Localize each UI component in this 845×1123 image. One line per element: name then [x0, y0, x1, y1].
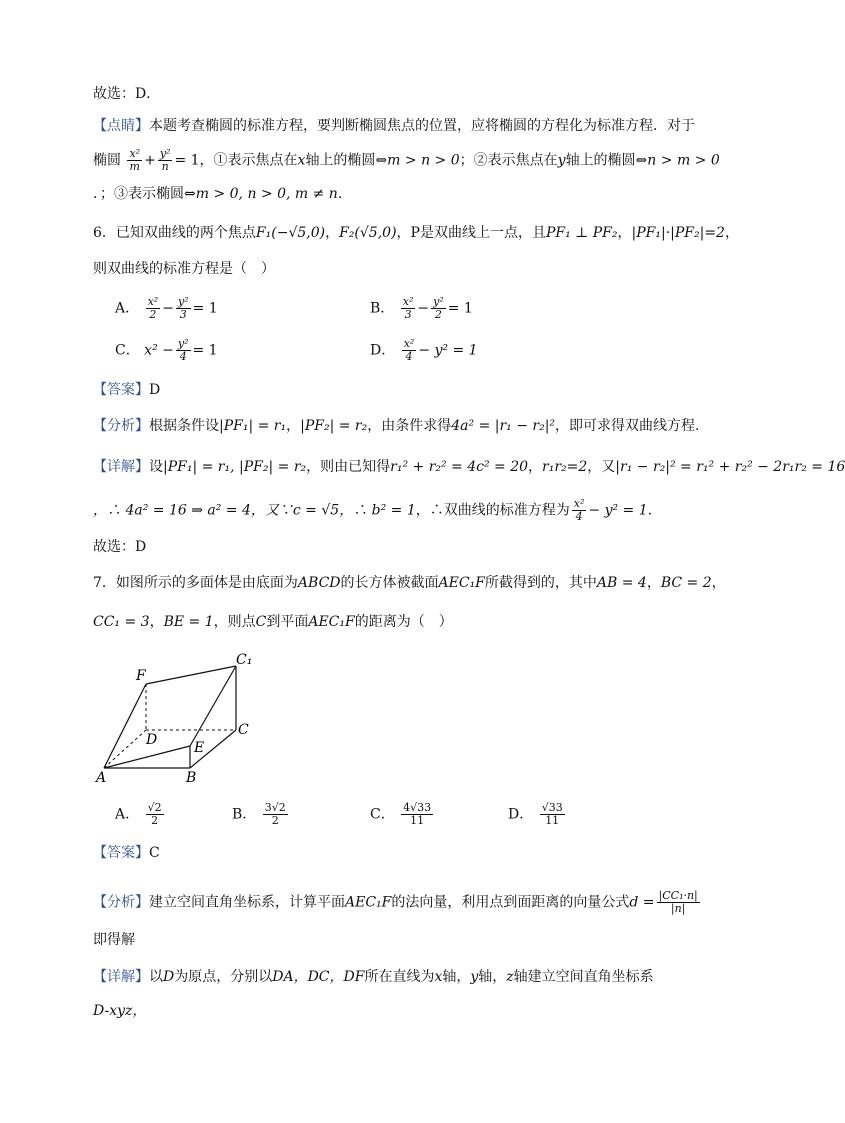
r1-def: |PF₁| = r₁ — [219, 418, 287, 434]
q6-answer — [93, 380, 160, 400]
xj-text-d: ，又 — [587, 459, 616, 475]
y-var: y — [557, 152, 566, 169]
plane-aec1f: AEC₁F — [438, 575, 485, 591]
q6-fenxi — [93, 416, 700, 436]
q7-option-c — [370, 802, 435, 827]
case3-text: ．；③表示椭圆⇔ — [93, 186, 196, 202]
num: x² — [147, 295, 159, 308]
xj-text-g: 轴建立空间直角坐标系 — [513, 969, 654, 985]
num: 3√2 — [264, 801, 286, 814]
q7-stem-text-b: 的长方体被截面 — [340, 575, 439, 591]
point-c: C — [255, 614, 267, 630]
den: 11 — [410, 814, 425, 827]
q7-fenxi — [93, 890, 702, 915]
frac-y2-n: $\frac{\text{y²}}{n}$ — [159, 147, 171, 173]
option-label: C． — [370, 806, 395, 823]
den: 2 — [271, 814, 279, 827]
answer-tag: 【答案】 — [93, 382, 149, 398]
q6-option-a — [115, 296, 218, 321]
option-label: C． — [115, 342, 140, 359]
den: 2 — [151, 814, 159, 827]
q6-xiangjie-line1 — [93, 457, 845, 477]
xiangjie-tag: 【详解】 — [93, 459, 149, 475]
distance-d: d = — [629, 894, 655, 911]
tail: = 1 — [192, 342, 218, 359]
ellipse-word: 椭圆 — [93, 152, 121, 169]
fenxi-tag: 【分析】 — [93, 418, 149, 434]
q6-option-b — [370, 296, 473, 321]
q6-xiangjie-line2 — [93, 498, 652, 523]
ab-len: AB = 4 — [596, 575, 647, 591]
be-len: BE = 1 — [163, 614, 214, 630]
eq-tail: = 1， — [174, 152, 214, 169]
abcd: ABCD — [297, 575, 341, 591]
fenxi-text: 建立空间直角坐标系，计算平面 — [149, 894, 345, 911]
den: 2 — [434, 308, 442, 321]
axes-lines: DA，DC，DF — [272, 969, 365, 985]
sep: ， — [646, 575, 661, 591]
q6-option-c — [115, 338, 218, 363]
dianjing-tag: 【点睛】 — [93, 118, 149, 134]
num: y² — [177, 295, 189, 308]
xj-text-c: 所在直线为 — [364, 969, 435, 985]
x-axis: x — [434, 969, 443, 985]
fenxi-text-b: 的法向量，利用点到面距离的向量公式 — [391, 894, 630, 911]
xj-text: 以 — [149, 969, 163, 985]
den: |n| — [670, 902, 686, 915]
focus-f2: F₂(√5,0) — [339, 225, 397, 241]
cc1-len: CC₁ = 3 — [93, 614, 150, 630]
case2-text: ；②表示焦点在 — [459, 152, 558, 169]
xj-eq1: |PF₁| = r₁, |PF₂| = r₂ — [163, 459, 307, 475]
q7-stem-text-f: 的距离为（ ） — [354, 614, 453, 630]
fenxi-eq: 4a² = |r₁ − r₂|² — [451, 418, 556, 434]
label-D: D — [146, 732, 158, 748]
answer-value: C — [149, 845, 160, 861]
num: x² — [402, 295, 414, 308]
label-A: A — [96, 770, 107, 786]
z-axis: z — [506, 969, 514, 985]
den: 3 — [404, 308, 412, 321]
xj-text-b: 为原点，分别以 — [174, 969, 273, 985]
xj-text: 设 — [149, 459, 163, 475]
tail: = 1 — [447, 300, 473, 317]
q7-xiangjie-line2: D-xyz， — [93, 1003, 147, 1019]
q6-stem-line2: 则双曲线的标准方程是（ ） — [93, 261, 275, 277]
q7-stem-text: 7．如图所示的多面体是由底面为 — [93, 575, 298, 591]
num: √33 — [541, 801, 563, 814]
den: 11 — [545, 814, 560, 827]
fenxi-text-c: ，即可求得双曲线方程. — [555, 418, 700, 434]
xj-text-b: ，则由已知得 — [306, 459, 391, 475]
cond3: m > 0, n > 0, m ≠ n — [195, 186, 338, 202]
dianjing-text: 本题考查椭圆的标准方程，要判断椭圆焦点的位置，应将椭圆的方程化为标准方程．对于 — [149, 118, 695, 134]
q6-conclusion: 故选：D — [93, 539, 147, 555]
case1-text-b: 轴上的椭圆⇔ — [305, 152, 388, 169]
q7-stem-text-c: 所截得到的，其中 — [484, 575, 597, 591]
perp-cond: PF₁ ⊥ PF₂ — [545, 225, 618, 241]
xj-step-b: ，又∵c = √5 — [250, 502, 340, 519]
option-label: D． — [370, 342, 396, 359]
q7-stem-line2 — [93, 612, 453, 632]
xj-step-e: − y² = 1. — [588, 502, 653, 519]
xj-eq4: |r₁ − r₂|² = r₁² + r₂² − 2r₁r₂ = 16 — [615, 459, 845, 475]
q6-stem-text-b: ，P是双曲线上一点，且 — [396, 225, 546, 241]
origin-d: D — [163, 969, 175, 985]
q7-option-a — [115, 802, 166, 827]
label-E: E — [194, 740, 205, 756]
q5-line2: 椭圆 $\frac{\text{x²}}{m}$ + $\frac{\text{y²}}{n}$ = 1，①表示焦点在x轴上的椭圆⇔m > n > 0；②表示焦点在y轴上的椭圆⇔n > m > 0 — [93, 147, 720, 173]
case2-text-b: 轴上的椭圆⇔ — [565, 152, 648, 169]
q5-conclusion: 故选：D． — [93, 86, 161, 102]
den: 4 — [179, 350, 187, 363]
answer-value: D — [149, 382, 161, 398]
sep: ， — [528, 459, 543, 475]
tail: = 1 — [192, 300, 218, 317]
focus-f1: F₁(−√5,0) — [255, 225, 326, 241]
label-C1: C₁ — [236, 652, 253, 668]
sep2: ， — [711, 575, 726, 591]
num: 4√33 — [403, 801, 432, 814]
q6-option-d — [370, 338, 478, 363]
q7-option-d — [508, 802, 567, 827]
q7-option-b — [232, 802, 290, 827]
polyhedron-figure — [90, 650, 280, 785]
option-label: B． — [370, 300, 395, 317]
sep: ， — [325, 225, 340, 241]
answer-tag: 【答案】 — [93, 845, 149, 861]
tail: − y² = 1 — [418, 342, 478, 359]
xj-step-c: ，∴ b² = 1 — [339, 502, 416, 519]
q6-stem-text: 6．已知双曲线的两个焦点 — [93, 225, 256, 241]
pre: x² − — [144, 342, 174, 359]
q5-line3 — [93, 184, 352, 204]
den: 4 — [405, 350, 413, 363]
num: |CC₁·n| — [658, 889, 698, 902]
plane-aec1f: AEC₁F — [308, 614, 355, 630]
fenxi-text-b: ，由条件求得 — [367, 418, 452, 434]
sep3: ， — [724, 225, 739, 241]
plane-aec1f: AEC₁F — [345, 894, 392, 911]
frac-x2-m: $\frac{\text{x²}}{m}$ — [129, 147, 141, 173]
sep2: ， — [617, 225, 632, 241]
xj-text-f: 轴， — [478, 969, 507, 985]
num: y² — [433, 295, 444, 308]
sep: ， — [286, 418, 301, 434]
q6-stem-line1 — [93, 223, 739, 243]
xj-step-a: ，∴ 4a² = 16 ⇒ a² = 4 — [93, 502, 251, 519]
sep: ， — [149, 614, 164, 630]
label-B: B — [186, 770, 197, 786]
num: y² — [177, 337, 189, 350]
xj-step-d: ，∴双曲线的标准方程为 — [415, 502, 570, 519]
num: √2 — [147, 801, 162, 814]
option-label: B． — [232, 806, 257, 823]
label-C: C — [238, 722, 249, 738]
op: − — [162, 300, 174, 317]
op: − — [417, 300, 430, 317]
q7-answer — [93, 843, 160, 863]
x-var: x — [297, 152, 306, 169]
xiangjie-tag: 【详解】 — [93, 969, 149, 985]
option-label: A． — [115, 806, 140, 823]
fenxi-tag: 【分析】 — [93, 894, 149, 911]
den: 3 — [179, 308, 187, 321]
y-axis: y — [470, 969, 479, 985]
q7-stem-text-d: 到平面 — [266, 614, 309, 630]
label-F: F — [136, 668, 146, 684]
den: 2 — [149, 308, 157, 321]
num: x² — [403, 337, 415, 350]
option-label: A． — [115, 300, 140, 317]
fenxi-text: 根据条件设 — [149, 418, 219, 434]
den: 4 — [575, 510, 583, 523]
num: x² — [573, 497, 585, 510]
q7-stem-text-c2: ，则点 — [213, 614, 256, 630]
q7-xiangjie-line1 — [93, 967, 654, 987]
q7-stem-line1 — [93, 573, 726, 593]
case1-text: ①表示焦点在 — [213, 152, 298, 169]
r2-def: |PF₂| = r₂ — [300, 418, 368, 434]
q7-fenxi-line2: 即得解 — [93, 932, 135, 948]
cond2: n > m > 0 — [647, 152, 720, 169]
xj-text-e: 轴， — [442, 969, 471, 985]
xj-eq2: r₁² + r₂² = 4c² = 20 — [390, 459, 529, 475]
cond1: m > n > 0 — [387, 152, 460, 169]
bc-len: BC = 2 — [660, 575, 712, 591]
option-label: D． — [508, 806, 534, 823]
xj-eq3: r₁r₂=2 — [542, 459, 588, 475]
product-cond: |PF₁|·|PF₂|=2 — [631, 225, 725, 241]
q5-dianjing — [93, 116, 695, 136]
line3-end: ． — [337, 186, 352, 202]
